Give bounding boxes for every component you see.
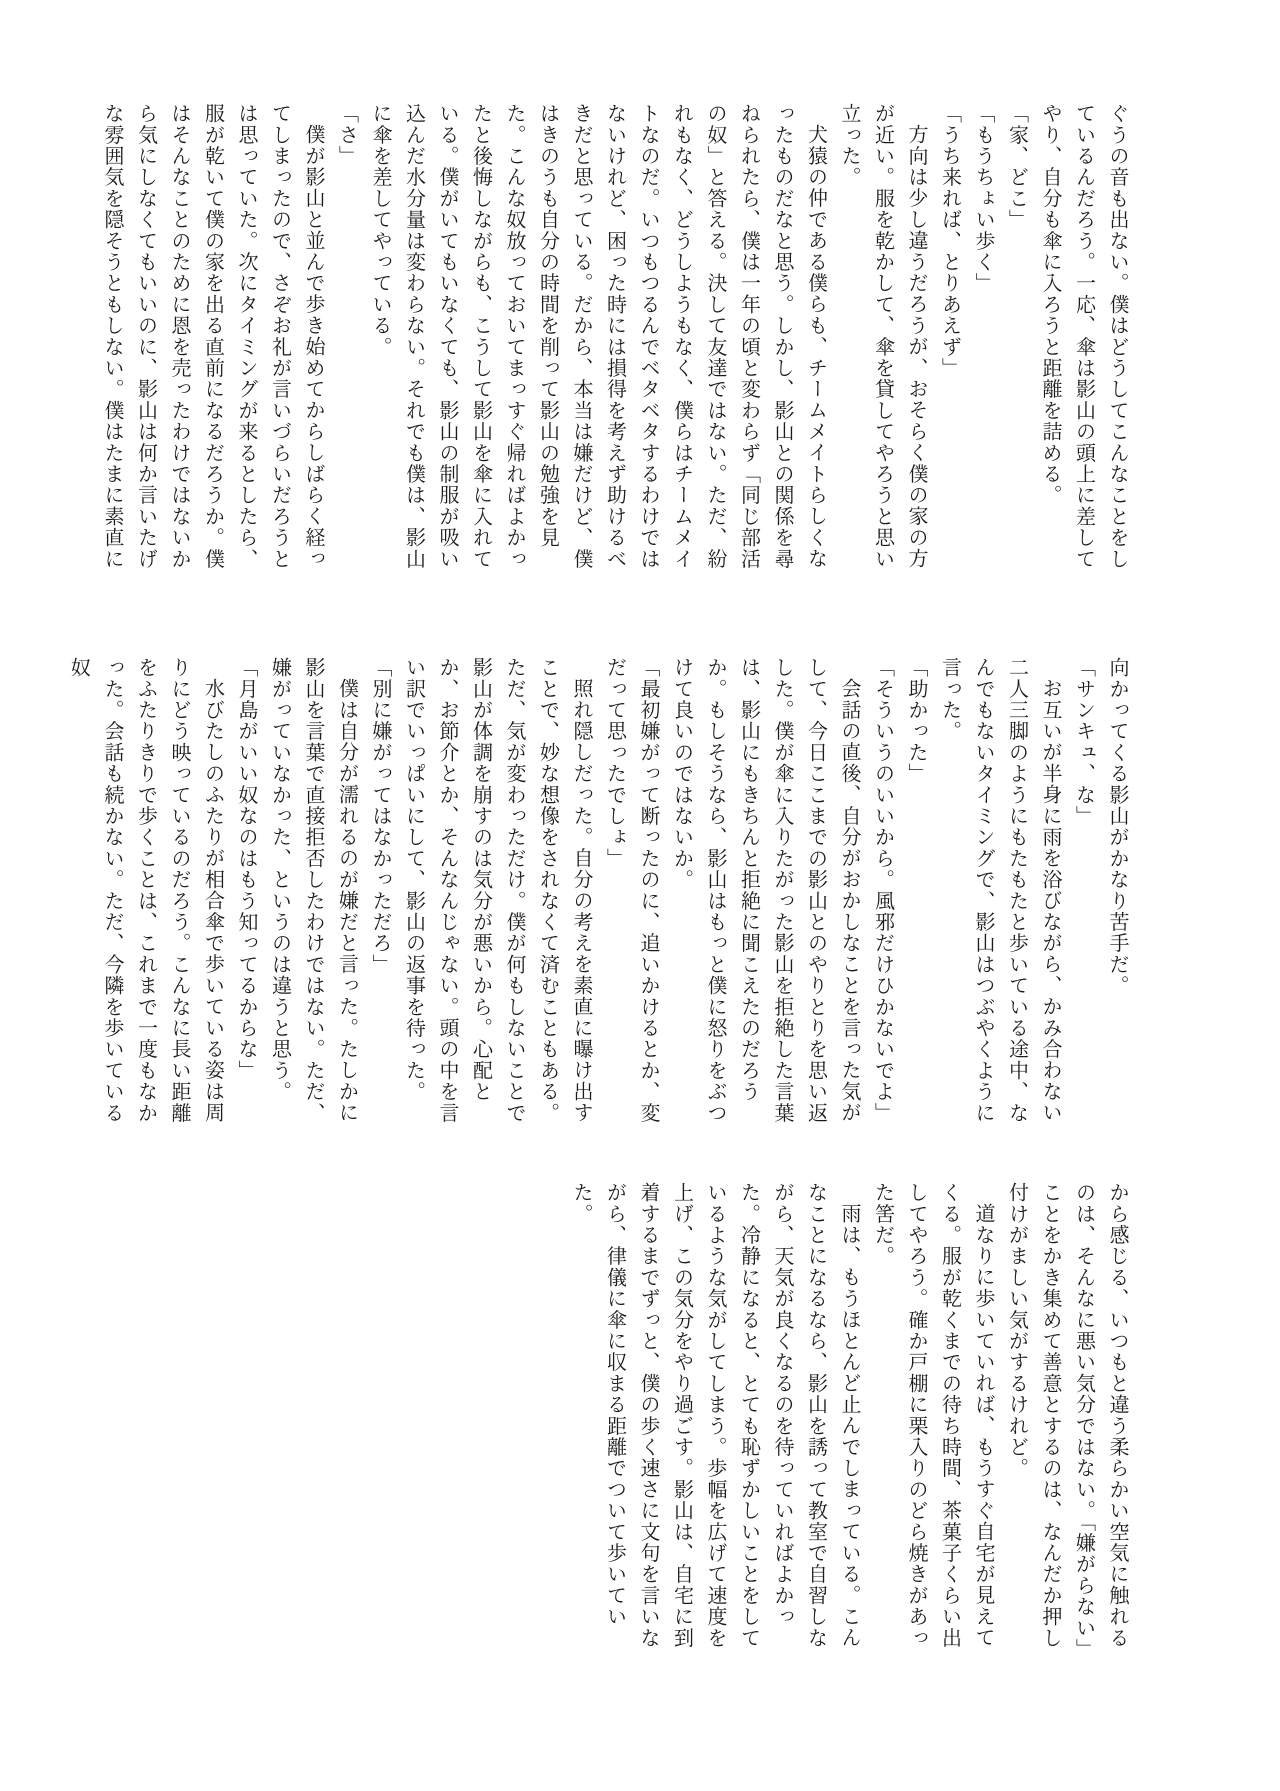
text-block-middle (67, 657, 1133, 1131)
paragraph: から感じる、いつもと違う柔らかい空気に触れるのは、そんなに悪い気分ではない。「嫌がらない」ことをかき集めて善意とするのは、なんだか押し付けがましい気がするけれど。 (1005, 1182, 1128, 1650)
paragraph: 僕が影山と並んで歩き始めてからしばらく経ってしまったので、さぞお礼が言いづらいだろうとは思っていた。次にタイミングが来るとしたら、服が乾いて僕の家を出る直前になるだろうか。僕はそんなことのために恩を売ったわけではないから気にしなくてもいいのに、影山は何か言いたげな雰囲気を隠そうともしない。僕はたまに素直に (101, 103, 324, 570)
paragraph: お互いが半身に雨を浴びながら、かみ合わない二人三脚のようにもたもたと歩いている途中、なんでもないタイミングで、影山はつぶやくように言った。 (938, 657, 1061, 1124)
text-block-top (95, 103, 1134, 577)
paragraph: 方向は少し違うだろうが、おそらく僕の家の方が近い。服を乾かして、傘を貸してやろうと思い立った。 (838, 103, 927, 570)
paragraph: 「助かった」 (905, 657, 927, 785)
text-block-bottom (564, 1182, 1134, 1656)
paragraph: 犬猿の仲である僕らも、チームメイトらしくなったものだなと思う。しかし、影山との関係を尋ねられたら、僕は一年の頃と変わらず「同じ部活の奴」と答える。決して友達ではない。ただ、紛れもなく、どうしようもなく、僕らはチームメイトなのだ。いつもつるんでベタベタするわけではないけれど、困った時には損得を考えず助けるべきだと思っている。だから、本当は嫌だけど、僕はきのうも自分の時間を削って影山の勉強を見た。こんな奴放っておいてまっすぐ帰ればよかったと後悔しながらも、こうして影山を傘に入れている。僕がいてもいなくても、影山の制服が吸い込んだ水分量は変わらない。それでも僕は、影山に傘を差してやっている。 (369, 103, 827, 570)
paragraph: 「もうちょい歩く」 (972, 103, 994, 294)
paragraph: 水びたしのふたりが相合傘で歩いている姿は周りにどう映っているのだろう。こんなに長い距離をふたりきりで歩くことは、これまで一度もなかった。会話も続かない。ただ、今隣を歩いている奴 (67, 657, 224, 1124)
paragraph: 「さ」 (335, 103, 358, 167)
paragraph: 雨は、もうほとんど止んでしまっている。こんなことになるなら、影山を誘って教室で自習しながら、天気が良くなるのを待っていればよかった。冷静になると、とても恥ずかしいことをしているような気がしてしまう。歩幅を広げて速度を上げ、この気分をやり過ごす。影山は、自宅に到着するまでずっと、僕の歩く速さに文句を言いながら、律儀に傘に収まる距離でついて歩いていた。 (570, 1182, 860, 1649)
paragraph: 「うち来れば、とりあえず」 (938, 103, 961, 379)
paragraph: 「サンキュ、な」 (1072, 657, 1095, 827)
paragraph: 照れ隠しだった。自分の考えを素直に曝け出すことで、妙な想像をされなくて済むこともある。ただ、気が変わっただけ。僕が何もしないことで影山が体調を崩すのは気分が悪いから。心配とか、お節介とか、そんなんじゃない。頭の中を言い訳でいっぱいにして、影山の返事を待った。 (402, 657, 592, 1124)
paragraph: 「そういうのいいから。風邪だけひかないでよ」 (871, 657, 894, 1124)
paragraph: ぐうの音も出ない。僕はどうしてこんなことをしているんだろう。一応、傘は影山の頭上に差してやり、自分も傘に入ろうと距離を詰める。 (1039, 103, 1128, 570)
paragraph: 「家、どこ」 (1005, 103, 1028, 231)
paragraph: 向かってくる影山がかなり苦手だ。 (1106, 657, 1128, 997)
paragraph: 「最初嫌がって断ったのに、追いかけるとか、変だって思ったでしょ」 (603, 657, 659, 1124)
paragraph: 会話の直後、自分がおかしなことを言った気がして、今日ここまでの影山とのやりとりを思い返した。僕が傘に入りたがった影山を拒絶した言葉は、影山にもきちんと拒絶に聞こえたのだろうか。もしそうなら、影山はもっと僕に怒りをぶつけて良いのではないか。 (670, 657, 860, 1124)
paragraph: 道なりに歩いていれば、もうすぐ自宅が見えてくる。服が乾くまでの待ち時間、茶菓子くらい出してやろう。確か戸棚に栗入りのどら焼きがあった筈だ。 (871, 1182, 994, 1649)
paragraph: 僕は自分が濡れるのが嫌だと言った。たしかに影山を言葉で直接拒否したわけではない。ただ、嫌がっていなかった、というのは違うと思う。 (268, 657, 358, 1124)
paragraph: 「月島がいい奴なのはもう知ってるからな」 (235, 657, 257, 1081)
paragraph: 「別に嫌がってはなかっただろ」 (369, 657, 391, 975)
